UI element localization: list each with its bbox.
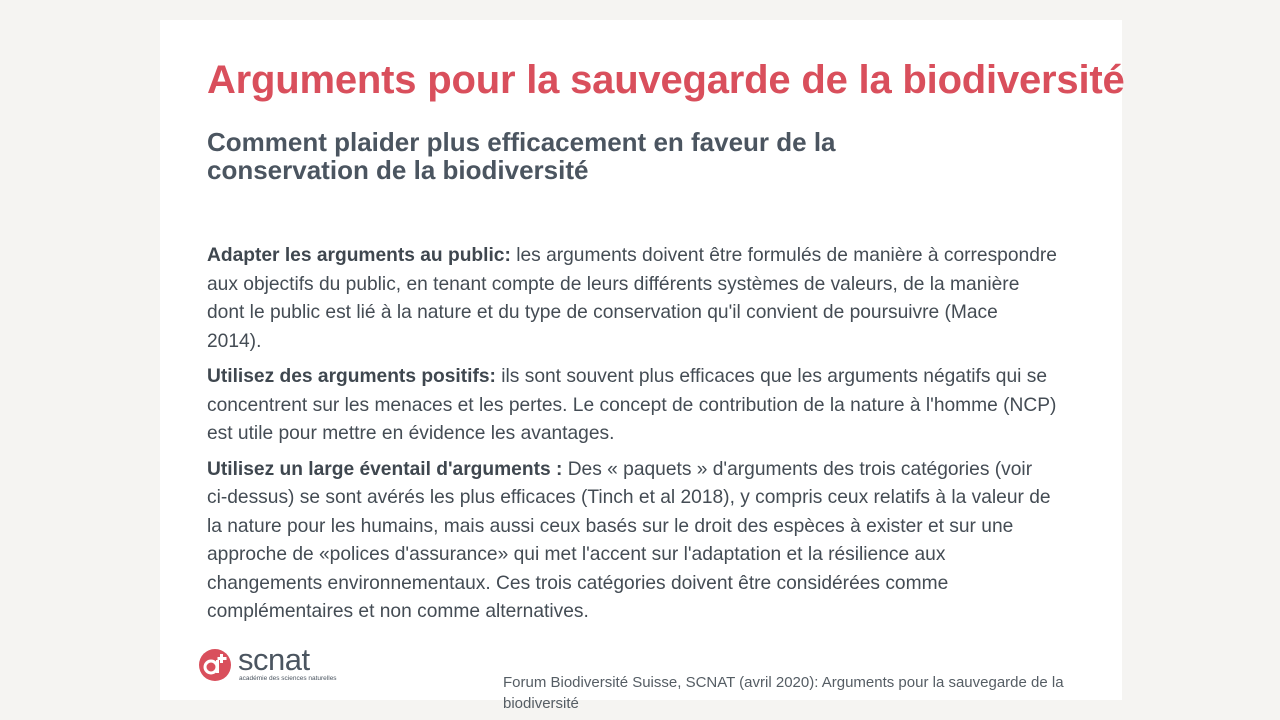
- footer-citation: Forum Biodiversité Suisse, SCNAT (avril 2020): Arguments pour la sauvegarde de la biodiversité: [503, 674, 1064, 712]
- scnat-logo: [198, 644, 368, 684]
- paragraph-text: ils sont souvent plus efficaces que les arguments négatifs qui se concentrent sur les menaces et les pertes. Le concept de contribution de la nature à l'homme (NCP) est utile pour mettre en évidence les avantages.: [207, 366, 1057, 444]
- paragraph-range: [207, 456, 1057, 627]
- paragraph-text: les arguments doivent être formulés de manière à correspondre aux objectifs du public, en tenant compte de leurs différents systèmes de valeurs, de la manière dont le public est lié à la nature et du type de conservation qu'il convient de poursuivre (Mace 2014).: [207, 245, 1057, 352]
- slide: [160, 20, 1125, 712]
- paragraph-lead: Adapter les arguments au public:: [207, 245, 511, 266]
- paragraph-positive: [207, 363, 1057, 449]
- paragraph-adapt: [207, 242, 1057, 356]
- logo-tagline: académie des sciences naturelles: [239, 675, 337, 682]
- logo-wordmark: scnat: [238, 642, 310, 677]
- slide-title: Arguments pour la sauvegarde de la biodiversité: [207, 58, 1125, 102]
- paragraph-lead: Utilisez un large éventail d'arguments :: [207, 458, 563, 480]
- slide-body: [207, 242, 1057, 634]
- scnat-logo-icon: [198, 648, 232, 682]
- slide-subtitle: Comment plaider plus efficacement en faveur de la conservation de la biodiversité: [207, 127, 836, 185]
- paragraph-lead: Utilisez des arguments positifs:: [207, 366, 496, 387]
- paragraph-text: Des « paquets » d'arguments des trois catégories (voir ci-dessus) se sont avérés les plus efficaces (Tinch et al 2018), y compris ceux relatifs à la valeur de la nature pour les humains, mais aussi ceux basés sur le droit des espèces à exister et sur une approche de «polices d'assurance» qui met l'accent sur l'adaptation et la résilience aux changements environnementaux. Ces trois catégories doivent être considérées comme complémentaires et non comme alternatives.: [207, 458, 1051, 622]
